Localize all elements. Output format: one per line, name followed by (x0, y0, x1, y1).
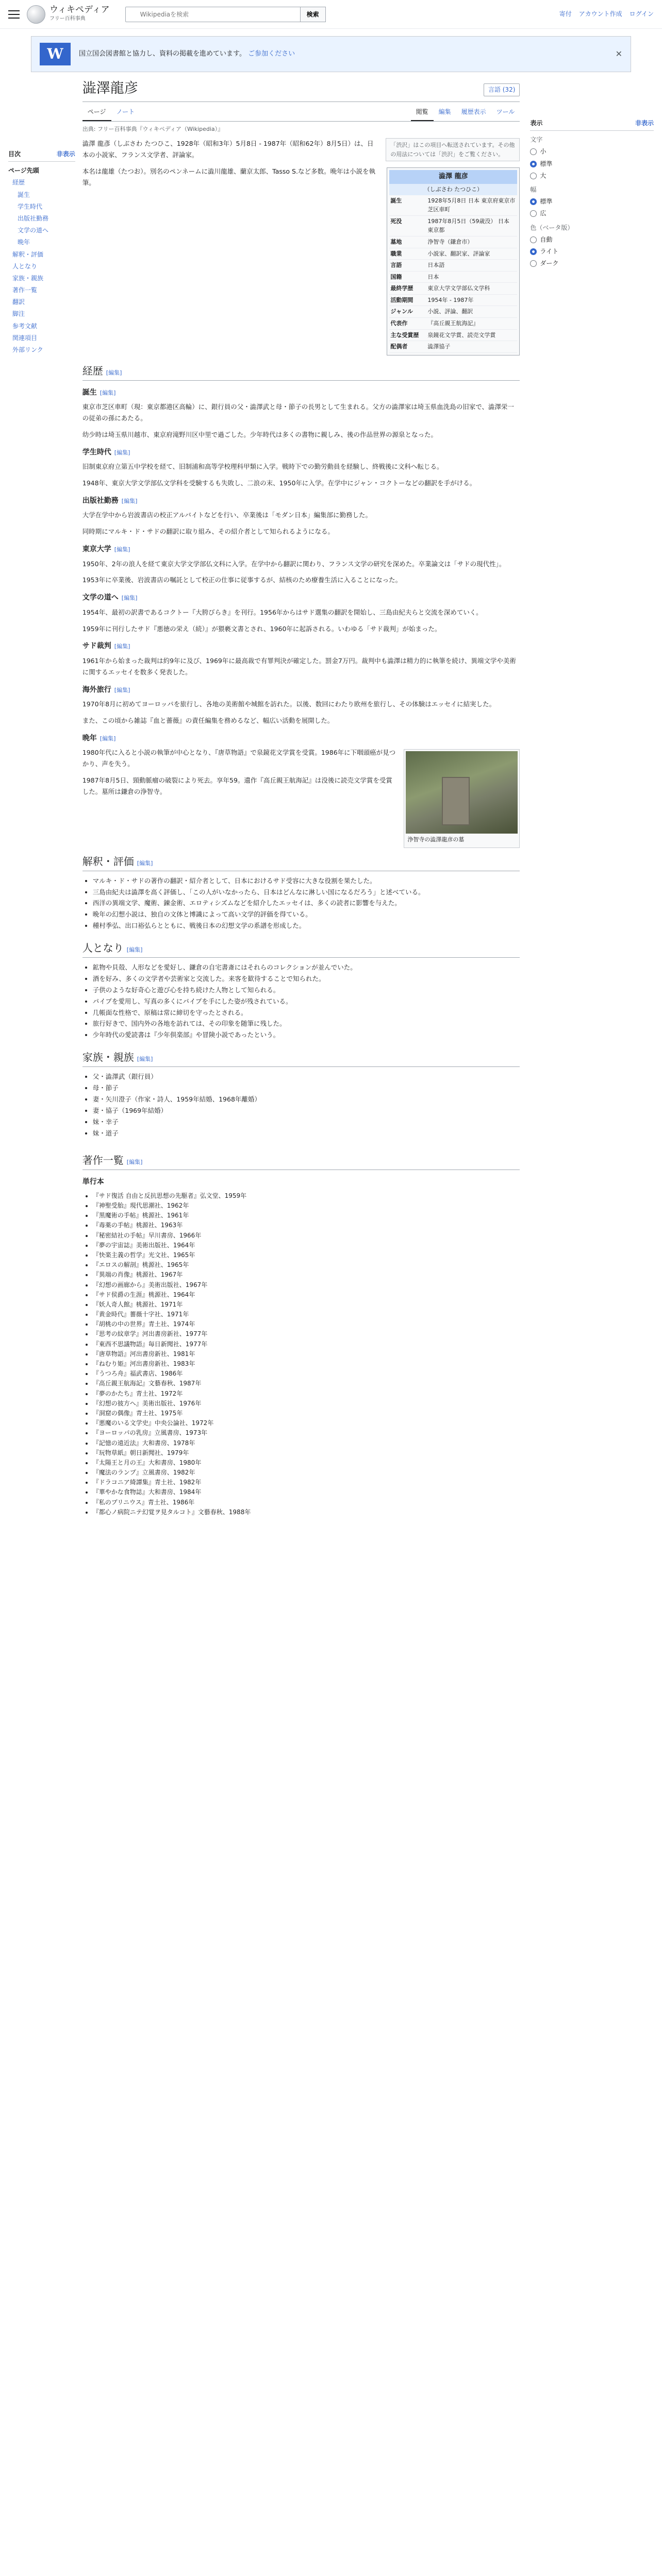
list-item: • 妹・道子 (93, 1128, 520, 1139)
infobox-row (389, 236, 517, 248)
list-item: • 母・節子 (93, 1082, 520, 1094)
bullet-list (93, 1071, 520, 1139)
work-item: • 『黄金時代』薔薇十字社、1971年 (93, 1310, 520, 1319)
list-item: • マルキ・ド・サドの著作の翻訳・紹介者として、日本におけるサド受容に大きな役割を果たした。 (93, 875, 520, 887)
page-tabs (82, 104, 520, 122)
paragraph: 大学在学中から岩波書店の校正アルバイトなどを行い、卒業後は「モダン日本」編集部に勤務した。 (82, 511, 372, 519)
infobox-value: 1954年 - 1987年 (427, 296, 474, 303)
infobox-row (389, 306, 517, 318)
infobox-row (389, 248, 517, 260)
infobox-value: 小説、評論、翻訳 (427, 308, 473, 315)
list-item: • 晩年の幻想小説は、独自の文体と博識によって高い文学的評価を得ている。 (93, 909, 520, 920)
work-item: • 『記憶の遠近法』大和書房、1978年 (93, 1438, 520, 1448)
edit-section-link[interactable]: [編集] (126, 946, 143, 954)
infobox-rows (389, 195, 517, 353)
list-item: • 酒を好み、多くの文学者や芸術家と交流した。来客を歓待することで知られた。 (93, 973, 520, 985)
radio-text-large[interactable] (530, 171, 654, 181)
toc-item[interactable]: 解釈・評価 (12, 250, 44, 258)
list-item: • 妹・幸子 (93, 1116, 520, 1128)
bullet-list (93, 962, 520, 1041)
page-title-text: 澁澤龍彦 (82, 80, 138, 96)
radio-dot (530, 260, 537, 267)
infobox-row (389, 318, 517, 330)
grave-image (406, 751, 518, 834)
subsection-heading-text: 学生時代 (82, 448, 111, 456)
section-heading (82, 853, 520, 871)
work-item: • 『サド復活 自由と反抗思想の先駆者』弘文堂、1959年 (93, 1191, 520, 1201)
work-item: • 『うつろ舟』福武書店、1986年 (93, 1369, 520, 1379)
toc-item[interactable]: 関連項目 (12, 334, 38, 342)
subsection-heading-text: 誕生 (82, 388, 97, 397)
infobox-key: ジャンル (390, 308, 413, 315)
work-item: • 『ねむり姫』河出書房新社、1983年 (93, 1359, 520, 1369)
tools-sidebar (530, 72, 654, 1522)
works-heading: 著作一覧 (82, 1154, 124, 1167)
radio-dot (530, 198, 537, 205)
works-list (93, 1191, 520, 1517)
work-item: • 『ドラコニア綺譚集』青土社、1982年 (93, 1478, 520, 1487)
infobox-row (389, 272, 517, 283)
tab-read[interactable]: 閲覧 (411, 104, 434, 121)
create-account-link[interactable]: アカウント作成 (578, 10, 622, 18)
close-icon[interactable]: ✕ (615, 49, 622, 59)
color-label: 色（ベータ版） (530, 224, 574, 231)
tab-page[interactable]: ページ (82, 104, 111, 121)
infobox-value: 澁澤協子 (427, 343, 451, 350)
tab-edit[interactable]: 編集 (438, 108, 451, 116)
search-input[interactable] (125, 7, 301, 22)
lead-paragraph: 澁澤 龍彥（しぶさわ たつひこ、1928年（昭和3年）5月8日 - 1987年（昭和62年）8月5日）は、日本の小説家、フランス文学者、評論家。 (82, 139, 374, 159)
infobox-key: 活動期間 (390, 296, 413, 303)
subsection-heading-text: 東京大学 (82, 545, 111, 554)
subsection-heading (82, 495, 520, 506)
radio-label: 大 (540, 172, 547, 179)
radio-width-wide[interactable] (530, 209, 654, 218)
paragraph: 東京市芝区車町（現：東京都港区高輪）に、銀行員の父・澁澤武と母・節子の長男として生まれる。父方の澁澤家は埼玉県血洗島の旧家で、澁澤栄一の従弟の孫にあたる。 (82, 403, 515, 422)
edit-section-link[interactable]: [編集] (100, 389, 116, 396)
infobox-value: 日本語 (427, 262, 445, 269)
work-item: • 『神聖受胎』現代思潮社、1962年 (93, 1201, 520, 1211)
edit-section-link[interactable]: [編集] (121, 498, 138, 505)
toc-item[interactable]: 人となり (12, 262, 38, 270)
subsection-heading-text: 文学の道へ (82, 594, 119, 602)
radio-color-dark[interactable] (530, 259, 654, 268)
infobox-row (389, 216, 517, 236)
wikipedia-w-icon: W (40, 43, 71, 65)
edit-section-link[interactable]: [編集] (106, 369, 122, 376)
list-item: • 妻・協子（1969年結婚） (93, 1105, 520, 1116)
list-item: • 父・澁澤武（銀行員） (93, 1071, 520, 1082)
list-item: • パイプを愛用し、写真の多くにパイプを手にした姿が残されている。 (93, 996, 520, 1007)
spacer (82, 46, 520, 77)
toc-item[interactable]: 著作一覧 (12, 286, 38, 294)
toc-item[interactable]: 翻訳 (12, 298, 25, 306)
section-heading (82, 1049, 520, 1067)
section-heading-text: 経歴 (82, 364, 103, 377)
work-item: • 『サド侯爵の生涯』桃源社、1964年 (93, 1290, 520, 1300)
infobox-row (389, 295, 517, 307)
toc-item[interactable]: 出版社勤務 (18, 214, 49, 222)
text-size-label: 文字 (530, 136, 543, 144)
toc-hide-link[interactable]: 非表示 (56, 150, 75, 158)
search-form (125, 7, 326, 22)
list-item: • 種村季弘、出口裕弘らとともに、戦後日本の幻想文学の系譜を形成した。 (93, 920, 520, 931)
toc-item[interactable]: 誕生 (18, 191, 30, 198)
list-item: • 西洋の異端文学、魔術、錬金術、エロティシズムなどを紹介したエッセイは、多くの読者に影響を与えた。 (93, 897, 520, 909)
article-content (82, 46, 520, 1522)
work-item: • 『洞窟の偶像』青土社、1975年 (93, 1409, 520, 1418)
toc-item[interactable]: 家族・親族 (12, 274, 44, 282)
section-heading-text: 家族・親族 (82, 1051, 134, 1064)
work-item: • 『夢の宇宙誌』美術出版社、1964年 (93, 1241, 520, 1250)
logo-subtitle: フリー百科事典 (49, 15, 86, 22)
subsection-heading (82, 544, 520, 555)
wikipedia-globe-icon (27, 5, 45, 24)
tab-tools[interactable]: ツール (496, 108, 515, 116)
infobox-value: 『高丘親王航海記』 (427, 320, 479, 327)
banner-link[interactable]: ご参加ください (248, 49, 295, 58)
toc-item[interactable]: ページ先頭 (8, 167, 39, 175)
lead-paragraph: 本名は龍雄（たつお）。別名のペンネームに澁川龍雄、蘭京太郎、Tasso S.など多数。晩年は小説を執筆。 (82, 167, 375, 187)
tab-talk[interactable]: ノート (116, 108, 135, 116)
subsection-heading (82, 592, 520, 603)
section-heading (82, 1152, 520, 1170)
work-item: • 『妖人奇人館』桃源社、1971年 (93, 1300, 520, 1310)
bullet-list (93, 875, 520, 931)
infobox-value: 小説家、翻訳家、評論家 (427, 250, 490, 257)
work-item: • 『夢のかたち』青土社、1972年 (93, 1389, 520, 1399)
work-item: • 『魔法のランプ』立風書房、1982年 (93, 1468, 520, 1478)
infobox-key: 死没 (390, 217, 402, 225)
edit-section-link[interactable]: [編集] (114, 643, 130, 650)
infobox-row (389, 330, 517, 342)
subsection-heading-text: 海外旅行 (82, 685, 111, 694)
work-item: • 『悪魔のいる文学史』中央公論社、1972年 (93, 1418, 520, 1428)
section-heading (82, 940, 520, 958)
paragraph: また、この頃から雑誌『血と薔薇』の責任編集を務めるなど、幅広い活動を展開した。 (82, 716, 334, 724)
infobox-key: 職業 (390, 250, 402, 257)
infobox-key: 誕生 (390, 197, 402, 204)
radio-dot (530, 148, 537, 155)
edit-section-link[interactable]: [編集] (121, 595, 138, 602)
radio-label: 広 (540, 210, 547, 217)
work-item: • 『黒魔術の手帖』桃源社、1961年 (93, 1211, 520, 1221)
site-header (0, 0, 662, 29)
subsection-heading (82, 387, 520, 398)
infobox-row (389, 260, 517, 272)
subsection-heading-text: サド裁判 (82, 642, 111, 651)
radio-label: ダーク (540, 260, 559, 267)
radio-color-light[interactable] (530, 247, 654, 257)
infobox-value: 1987年8月5日（59歳没） 日本 東京都 (427, 217, 509, 234)
radio-color-auto[interactable] (530, 235, 654, 245)
infobox-title: 澁澤 龍彦 (389, 170, 517, 184)
photo-caption: 浄智寺の澁澤龍彦の墓 (407, 836, 465, 843)
language-button[interactable]: 言語 (32) (484, 83, 520, 96)
radio-text-small[interactable] (530, 147, 654, 157)
page-title (82, 77, 520, 102)
paragraph: 1954年、最初の訳書であるコクトー『大胯びらき』を刊行。1956年からはサド選集の翻訳を開始し、三島由紀夫らと交流を深めていく。 (82, 608, 483, 616)
list-item: • 几帳面な性格で、原稿は常に締切を守ったとされる。 (93, 1007, 520, 1019)
toc-item[interactable]: 経歴 (12, 179, 25, 187)
work-item: • 『毒薬の手帖』桃源社、1963年 (93, 1221, 520, 1230)
edit-section-link[interactable]: [編集] (100, 735, 116, 742)
paragraph: 1950年、2年の浪人を経て東京大学文学部仏文科に入学。在学中から翻訳に関わり、フランス文学の研究を深めた。卒業論文は「サドの現代性」。 (82, 560, 506, 568)
login-link[interactable]: ログイン (629, 10, 654, 18)
infobox-value: 東京大学文学部仏文学科 (427, 285, 490, 292)
toc-item[interactable]: 外部リンク (12, 346, 43, 353)
paragraph: 1959年に刊行したサド『悪徳の栄え（続）』が猥褻文書とされ、1960年に起訴される。いわゆる「サド裁判」が始まった。 (82, 624, 441, 633)
work-item: • 『秘密結社の手帖』早川書房、1966年 (93, 1231, 520, 1241)
radio-text-standard[interactable] (530, 159, 654, 169)
work-item: • 『太陽王と月の王』大和書房、1980年 (93, 1458, 520, 1468)
work-item: • 『東西不思議物語』毎日新聞社、1977年 (93, 1340, 520, 1349)
work-item: • 『胡桃の中の世界』青土社、1974年 (93, 1319, 520, 1329)
edit-section-link[interactable]: [編集] (137, 1056, 153, 1063)
list-item: • 旅行好きで、国内外の各地を訪れては、その印象を随筆に残した。 (93, 1018, 520, 1029)
paragraph: 1961年から始まった裁判は約9年に及び、1969年に最高裁で有罪判決が確定した。罰金7万円。裁判中も澁澤は精力的に執筆を続け、異端文学や美術に関するエッセイを数多く発表した。 (82, 656, 516, 676)
infobox-row (389, 195, 517, 216)
page-layout (0, 72, 662, 1522)
user-links (559, 9, 654, 19)
toc-item[interactable]: 脚注 (12, 310, 25, 318)
infobox-key: 国籍 (390, 273, 402, 280)
infobox-value: 日本 (427, 273, 439, 280)
tab-history[interactable]: 履歴表示 (461, 108, 486, 116)
list-item: • 妻・矢川澄子（作家・詩人、1959年結婚、1968年離婚） (93, 1094, 520, 1105)
paragraph: 1980年代に入ると小説の執筆が中心となり、『唐草物語』で泉鏡花文学賞を受賞。1986年に下咽頭癌が見つかり、声を失う。 (82, 749, 396, 768)
subsection-heading (82, 733, 520, 744)
toc-item[interactable]: 文学の道へ (18, 227, 49, 234)
infobox-key: 主な受賞歴 (390, 331, 419, 338)
search-button[interactable]: 検索 (301, 7, 326, 22)
toc-sidebar (8, 72, 75, 1522)
infobox-value: 浄智寺（鎌倉市） (427, 238, 473, 245)
radio-dot (530, 210, 537, 217)
toc-header (8, 149, 75, 162)
work-item: • 『快楽主義の哲学』光文社、1965年 (93, 1250, 520, 1260)
tools-header (530, 118, 654, 131)
grave-photo (404, 749, 520, 848)
paragraph: 同時期にマルキ・ド・サドの翻訳に取り組み、その紹介者として知られるようになる。 (82, 528, 335, 536)
list-item: • 子供のような好奇心と遊び心を持ち続けた人物として知られる。 (93, 985, 520, 996)
width-label: 幅 (530, 185, 537, 193)
radio-width-standard[interactable] (530, 197, 654, 207)
work-item: • 『異端の肖像』桃源社、1967年 (93, 1270, 520, 1280)
edit-section-link[interactable]: [編集] (114, 546, 130, 553)
site-subtitle: 出典: フリー百科事典『ウィキペディア（Wikipedia）』 (82, 126, 224, 133)
radio-dot (530, 161, 537, 167)
radio-label: 小 (540, 148, 547, 156)
subsection-heading (82, 447, 520, 458)
paragraph: 1987年8月5日、頸動脈瘤の破裂により死去。享年59。遺作『高丘親王航海記』は没後に読売文学賞を受賞した。墓所は鎌倉の浄智寺。 (82, 776, 392, 795)
work-item: • 『エロスの解剖』桃源社、1965年 (93, 1260, 520, 1270)
menu-icon[interactable] (8, 10, 20, 19)
section-heading-text: 人となり (82, 942, 124, 955)
toc-heading: 目次 (8, 150, 21, 158)
infobox (387, 167, 520, 355)
paragraph: 旧制東京府立第五中学校を経て、旧制浦和高等学校理科甲類に入学。戦時下での勤労動員を経験し、終戦後に文科へ転じる。 (82, 463, 443, 471)
paragraph: 1953年に卒業後、岩波書店の嘱託として校正の仕事に従事するが、結核のため療養生活に入ることになった。 (82, 576, 402, 584)
subsection-heading: 単行本 (82, 1178, 104, 1187)
radio-label: 標準 (540, 160, 553, 167)
toc-item[interactable]: 晩年 (18, 239, 30, 246)
toc-item[interactable]: 学生時代 (18, 202, 43, 210)
radio-dot (530, 236, 537, 243)
edit-section-link[interactable]: [編集] (126, 1159, 143, 1166)
radio-label: 自動 (540, 235, 553, 243)
paragraph: 1948年、東京大学文学部仏文学科を受験するも失敗し、二浪の末、1950年に入学。在学中にジャン・コクトーなどの翻訳を手がける。 (82, 479, 476, 487)
section-heading (82, 363, 520, 381)
list-item: • 三島由紀夫は澁澤を高く評価し、「この人がいなかったら、日本はどんなに淋しい国になるだろう」と述べている。 (93, 887, 520, 898)
list-item: • 鉱物や貝殻、人形などを愛好し、鎌倉の自宅書斎にはそれらのコレクションが並んでいた。 (93, 962, 520, 973)
infobox-key: 墓地 (390, 238, 402, 245)
infobox-caption: （しぶさわ たつひこ） (389, 184, 517, 195)
work-item: • 『都心ノ病院ニテ幻覚ヲ見タルコト』文藝春秋、1988年 (93, 1507, 520, 1517)
work-item: • 『玩物草紙』朝日新聞社、1979年 (93, 1448, 520, 1458)
logo-title: ウィキペディア (49, 5, 110, 15)
paragraph: 幼少時は埼玉県川越市、東京府滝野川区中里で過ごした。少年時代は多くの書物に親しみ、後の作品世界の源泉となった。 (82, 431, 438, 438)
work-item: • 『高丘親王航海記』文藝春秋、1987年 (93, 1379, 520, 1388)
site-logo[interactable] (27, 5, 110, 24)
radio-dot (530, 173, 537, 179)
banner-message: 国立国会図書館と協力し、資料の掲載を進めています。 (79, 49, 246, 58)
edit-section-link[interactable]: [編集] (114, 449, 130, 456)
tab-spacer (140, 104, 410, 121)
work-item: • 『思考の紋章学』河出書房新社、1977年 (93, 1329, 520, 1339)
infobox-key: 代表作 (390, 320, 408, 327)
section-heading-text: 解釈・評価 (82, 855, 134, 868)
infobox-key: 最終学歴 (390, 285, 413, 292)
radio-label: ライト (540, 247, 559, 255)
subsection-heading-text: 晩年 (82, 734, 97, 742)
tools-hide-link[interactable]: 非表示 (635, 120, 654, 127)
subsection-heading (82, 640, 520, 652)
edit-section-link[interactable]: [編集] (137, 859, 153, 867)
infobox-key: 言語 (390, 262, 402, 269)
work-item: • 『華やかな食物誌』大和書房、1984年 (93, 1487, 520, 1497)
paragraph: 1970年8月に初めてヨーロッパを旅行し、各地の美術館や城館を訪れた。以後、数回にわたり欧州を旅行し、その体験はエッセイに結実した。 (82, 700, 496, 708)
infobox-key: 配偶者 (390, 343, 408, 350)
subsection-heading-text: 出版社勤務 (82, 497, 119, 505)
radio-dot (530, 248, 537, 255)
radio-label: 標準 (540, 198, 553, 206)
tools-heading: 表示 (530, 120, 543, 127)
donate-link[interactable]: 寄付 (559, 10, 572, 18)
infobox-value: 泉鏡花文学賞、読売文学賞 (427, 331, 496, 338)
edit-section-link[interactable]: [編集] (114, 686, 130, 693)
work-item: • 『私のプリニウス』青土社、1986年 (93, 1498, 520, 1507)
infobox-value: 1928年5月8日 日本 東京府東京市芝区車町 (427, 197, 516, 213)
toc-item[interactable]: 参考文献 (12, 322, 38, 330)
infobox-row (389, 341, 517, 353)
infobox-row (389, 283, 517, 295)
subsection-heading (82, 684, 520, 696)
work-item: • 『幻想の彼方へ』美術出版社、1976年 (93, 1399, 520, 1409)
list-item: • 少年時代の愛読書は『少年倶楽部』や冒険小説であったという。 (93, 1029, 520, 1041)
work-item: • 『幻想の画廊から』美術出版社、1967年 (93, 1280, 520, 1290)
hatnote: 「渋沢」はこの項目へ転送されています。その他の用法については「渋沢」をご覧ください。 (386, 138, 520, 161)
work-item: • 『唐草物語』河出書房新社、1981年 (93, 1349, 520, 1359)
work-item: • 『ヨーロッパの乳房』立風書房、1973年 (93, 1428, 520, 1438)
